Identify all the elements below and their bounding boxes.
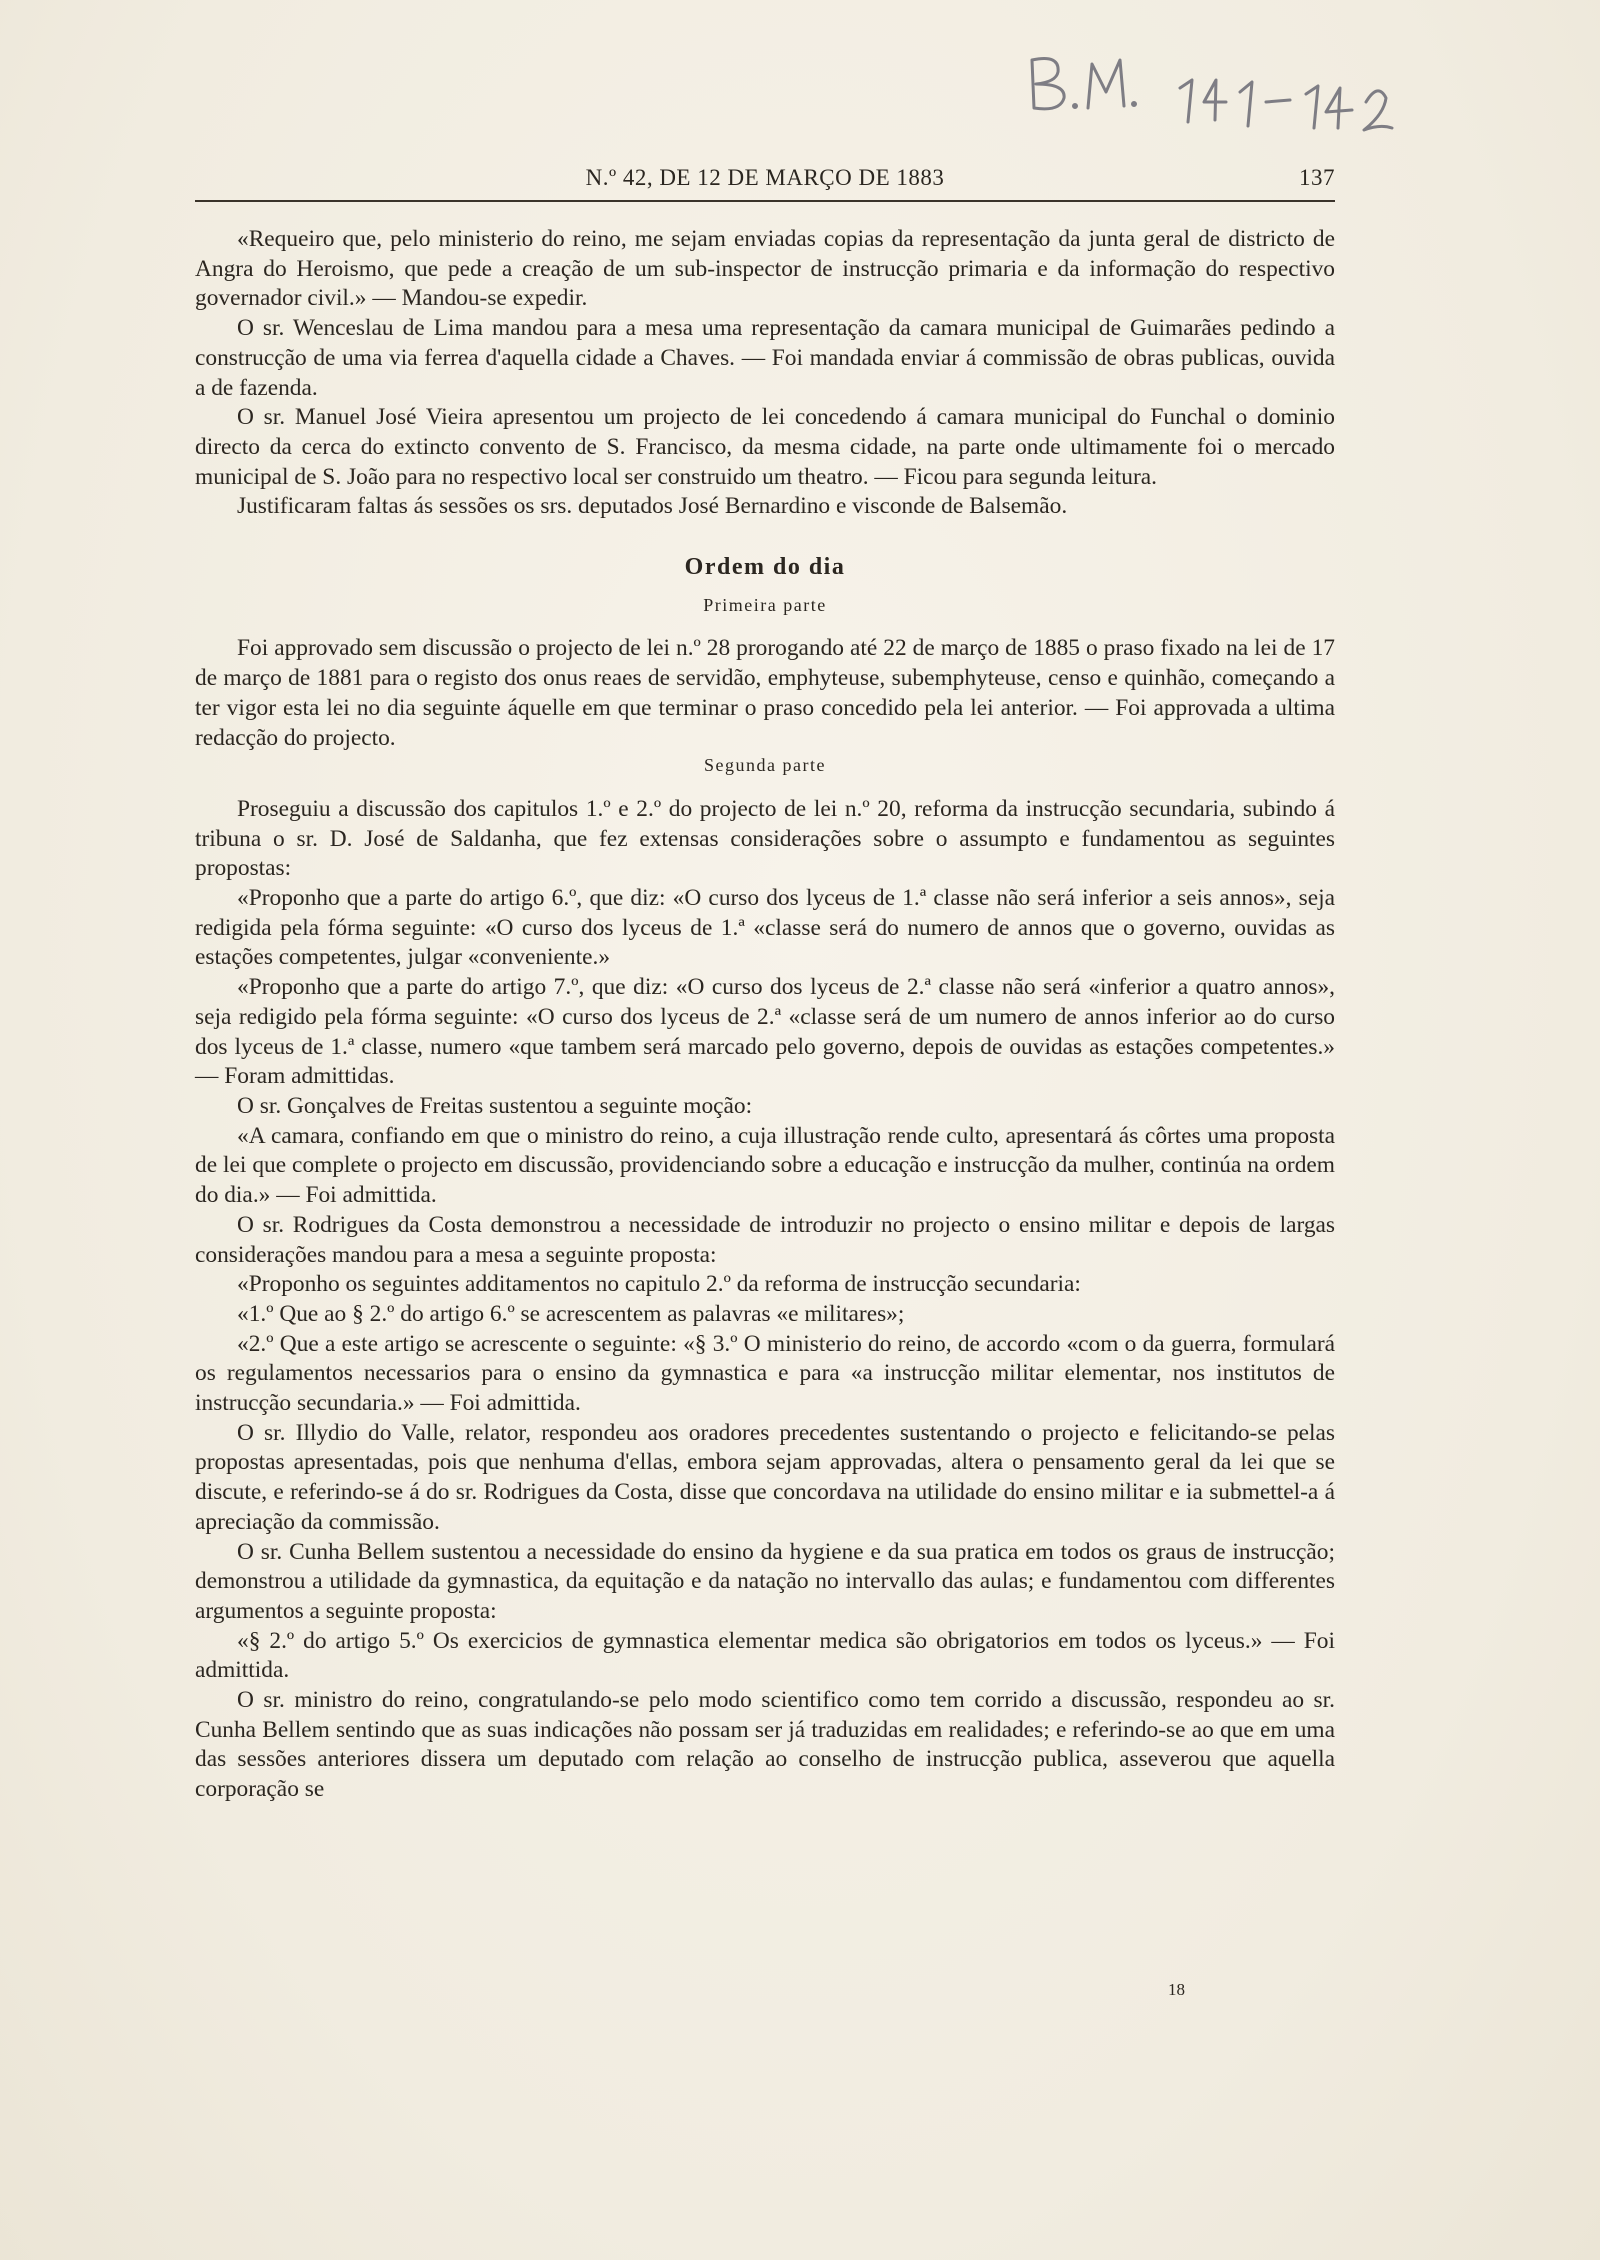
paragraph: O sr. Gonçalves de Freitas sustentou a seguinte moção: — [237, 1092, 753, 1119]
section-subtitle-part1: Primeira parte — [703, 594, 827, 615]
paragraph: «Proponho que a parte do artigo 6.º, que diz: «O curso dos lyceus de 1.ª classe não será inferior a seis annos», seja redigida pela fórma seguinte: «O curso dos lyceus de 1.ª «classe será do numero de annos que o governo, ouvidas as estações competentes, julgar «conveniente.» — [195, 885, 1335, 971]
header-title: N.º 42, DE 12 DE MARÇO DE 1883 — [585, 165, 945, 190]
signature-mark: 18 — [1168, 1980, 1185, 1999]
document-body — [195, 225, 1335, 1805]
paragraph: Justificaram faltas ás sessões os srs. deputados José Bernardino e visconde de Balsemão. — [237, 493, 1068, 520]
paragraph: «Requeiro que, pelo ministerio do reino, me sejam enviadas copias da representação da junta geral de districto de Angra do Heroismo, que pede a creação de um sub-inspector de instrucção primaria e da informação do respectivo governador civil.» — Mandou-se expedir. — [195, 226, 1335, 312]
paragraph: O sr. ministro do reino, congratulando-se pelo modo scientifico como tem corrido a discussão, respondeu ao sr. Cunha Bellem sentindo que as suas indicações não possam ser já traduzidas em realidades; e referindo-se ao que em uma das sessões anteriores dissera um deputado com relação ao conselho de instrucção publica, asseverou que aquella corporação se — [195, 1687, 1335, 1803]
paragraph: O sr. Manuel José Vieira apresentou um projecto de lei concedendo á camara municipal do Funchal o dominio directo da cerca do extincto convento de S. Francisco, da mesma cidade, na parte onde ultimamente foi o mercado municipal de S. João para no respectivo local ser construido um theatro. — Ficou para segunda leitura. — [195, 404, 1335, 490]
paragraph: Foi approvado sem discussão o projecto de lei n.º 28 prorogando até 22 de março de 1885 o praso fixado na lei de 17 de março de 1881 para o registo dos onus reaes de servidão, emphyteuse, subemphyteuse, censo e quinhão, começando a ter vigor esta lei no dia seguinte áquelle em que terminar o praso concedido pela lei anterior. — Foi approvada a ultima redacção do projecto. — [195, 635, 1335, 751]
page-header — [195, 165, 1335, 201]
paragraph: Proseguiu a discussão dos capitulos 1.º e 2.º do projecto de lei n.º 20, reforma da instrucção secundaria, subindo á tribuna o sr. D. José de Saldanha, que fez extensas considerações sobre o assumpto e fundamentou as seguintes propostas: — [195, 795, 1335, 882]
section-subtitle-part2: Segunda parte — [704, 755, 826, 776]
section-title: Ordem do dia — [684, 554, 846, 581]
handwritten-annotation — [1020, 30, 1540, 140]
paragraph: O sr. Illydio do Valle, relator, respondeu aos oradores precedentes sustentando o projecto e felicitando-se pelas propostas apresentadas, pois que nenhuma d'ellas, embora sejam approvadas, altera o pensamento geral da lei que se discute, e referindo-se á do sr. Rodrigues da Costa, disse que concordava na utilidade do ensino militar e ia submettel-a á apreciação da commissão. — [195, 1419, 1335, 1535]
paragraph: «Proponho os seguintes additamentos no capitulo 2.º da reforma de instrucção secundaria: — [237, 1271, 1081, 1298]
handwritten-annotation-drawing — [1020, 30, 1540, 140]
paragraph: O sr. Wenceslau de Lima mandou para a mesa uma representação da camara municipal de Guimarães pedindo a construcção de uma via ferrea d'aquella cidade a Chaves. — Foi mandada enviar á commissão de obras publicas, ouvida a de fazenda. — [195, 315, 1335, 401]
paragraph: O sr. Cunha Bellem sustentou a necessidade do ensino da hygiene e da sua pratica em todos os graus de instrucção; demonstrou a utilidade da gymnastica, da equitação e da natação no intervallo das aulas; e fundamentou com differentes argumentos a seguinte proposta: — [195, 1538, 1335, 1624]
paragraph: «2.º Que a este artigo se acrescente o seguinte: «§ 3.º O ministerio do reino, de accordo «com o da guerra, formulará os regulamentos necessarios para o ensino da gymnastica e para «a instrucção militar elementar, nos institutos de instrucção secundaria.» — Foi admittida. — [195, 1330, 1335, 1417]
paragraph: «§ 2.º do artigo 5.º Os exercicios de gymnastica elementar medica são obrigatorios em todos os lyceus.» — Foi admittida. — [195, 1627, 1335, 1684]
header-rule — [195, 200, 1335, 202]
paragraph: O sr. Rodrigues da Costa demonstrou a necessidade de introduzir no projecto o ensino militar e depois de largas considerações mandou para a mesa a seguinte proposta: — [195, 1211, 1335, 1268]
paragraph: «1.º Que ao § 2.º do artigo 6.º se acrescentem as palavras «e militares»; — [237, 1300, 905, 1327]
paragraph: «A camara, confiando em que o ministro do reino, a cuja illustração rende culto, apresentará ás côrtes uma proposta de lei que complete o projecto em discussão, providenciando sobre a educação e instrucção da mulher, continúa na ordem do dia.» — Foi admittida. — [195, 1122, 1335, 1209]
paragraph: «Proponho que a parte do artigo 7.º, que diz: «O curso dos lyceus de 2.ª classe não será «inferior a quatro annos», seja redigido pela fórma seguinte: «O curso dos lyceus de 2.ª «classe será de um numero de annos inferior ao do curso dos lyceus de 1.ª classe, numero «que tambem será marcado pelo governo, depois de ouvidas as estações competentes.» — Foram admittidas. — [195, 974, 1335, 1090]
page-number: 137 — [1299, 165, 1335, 190]
